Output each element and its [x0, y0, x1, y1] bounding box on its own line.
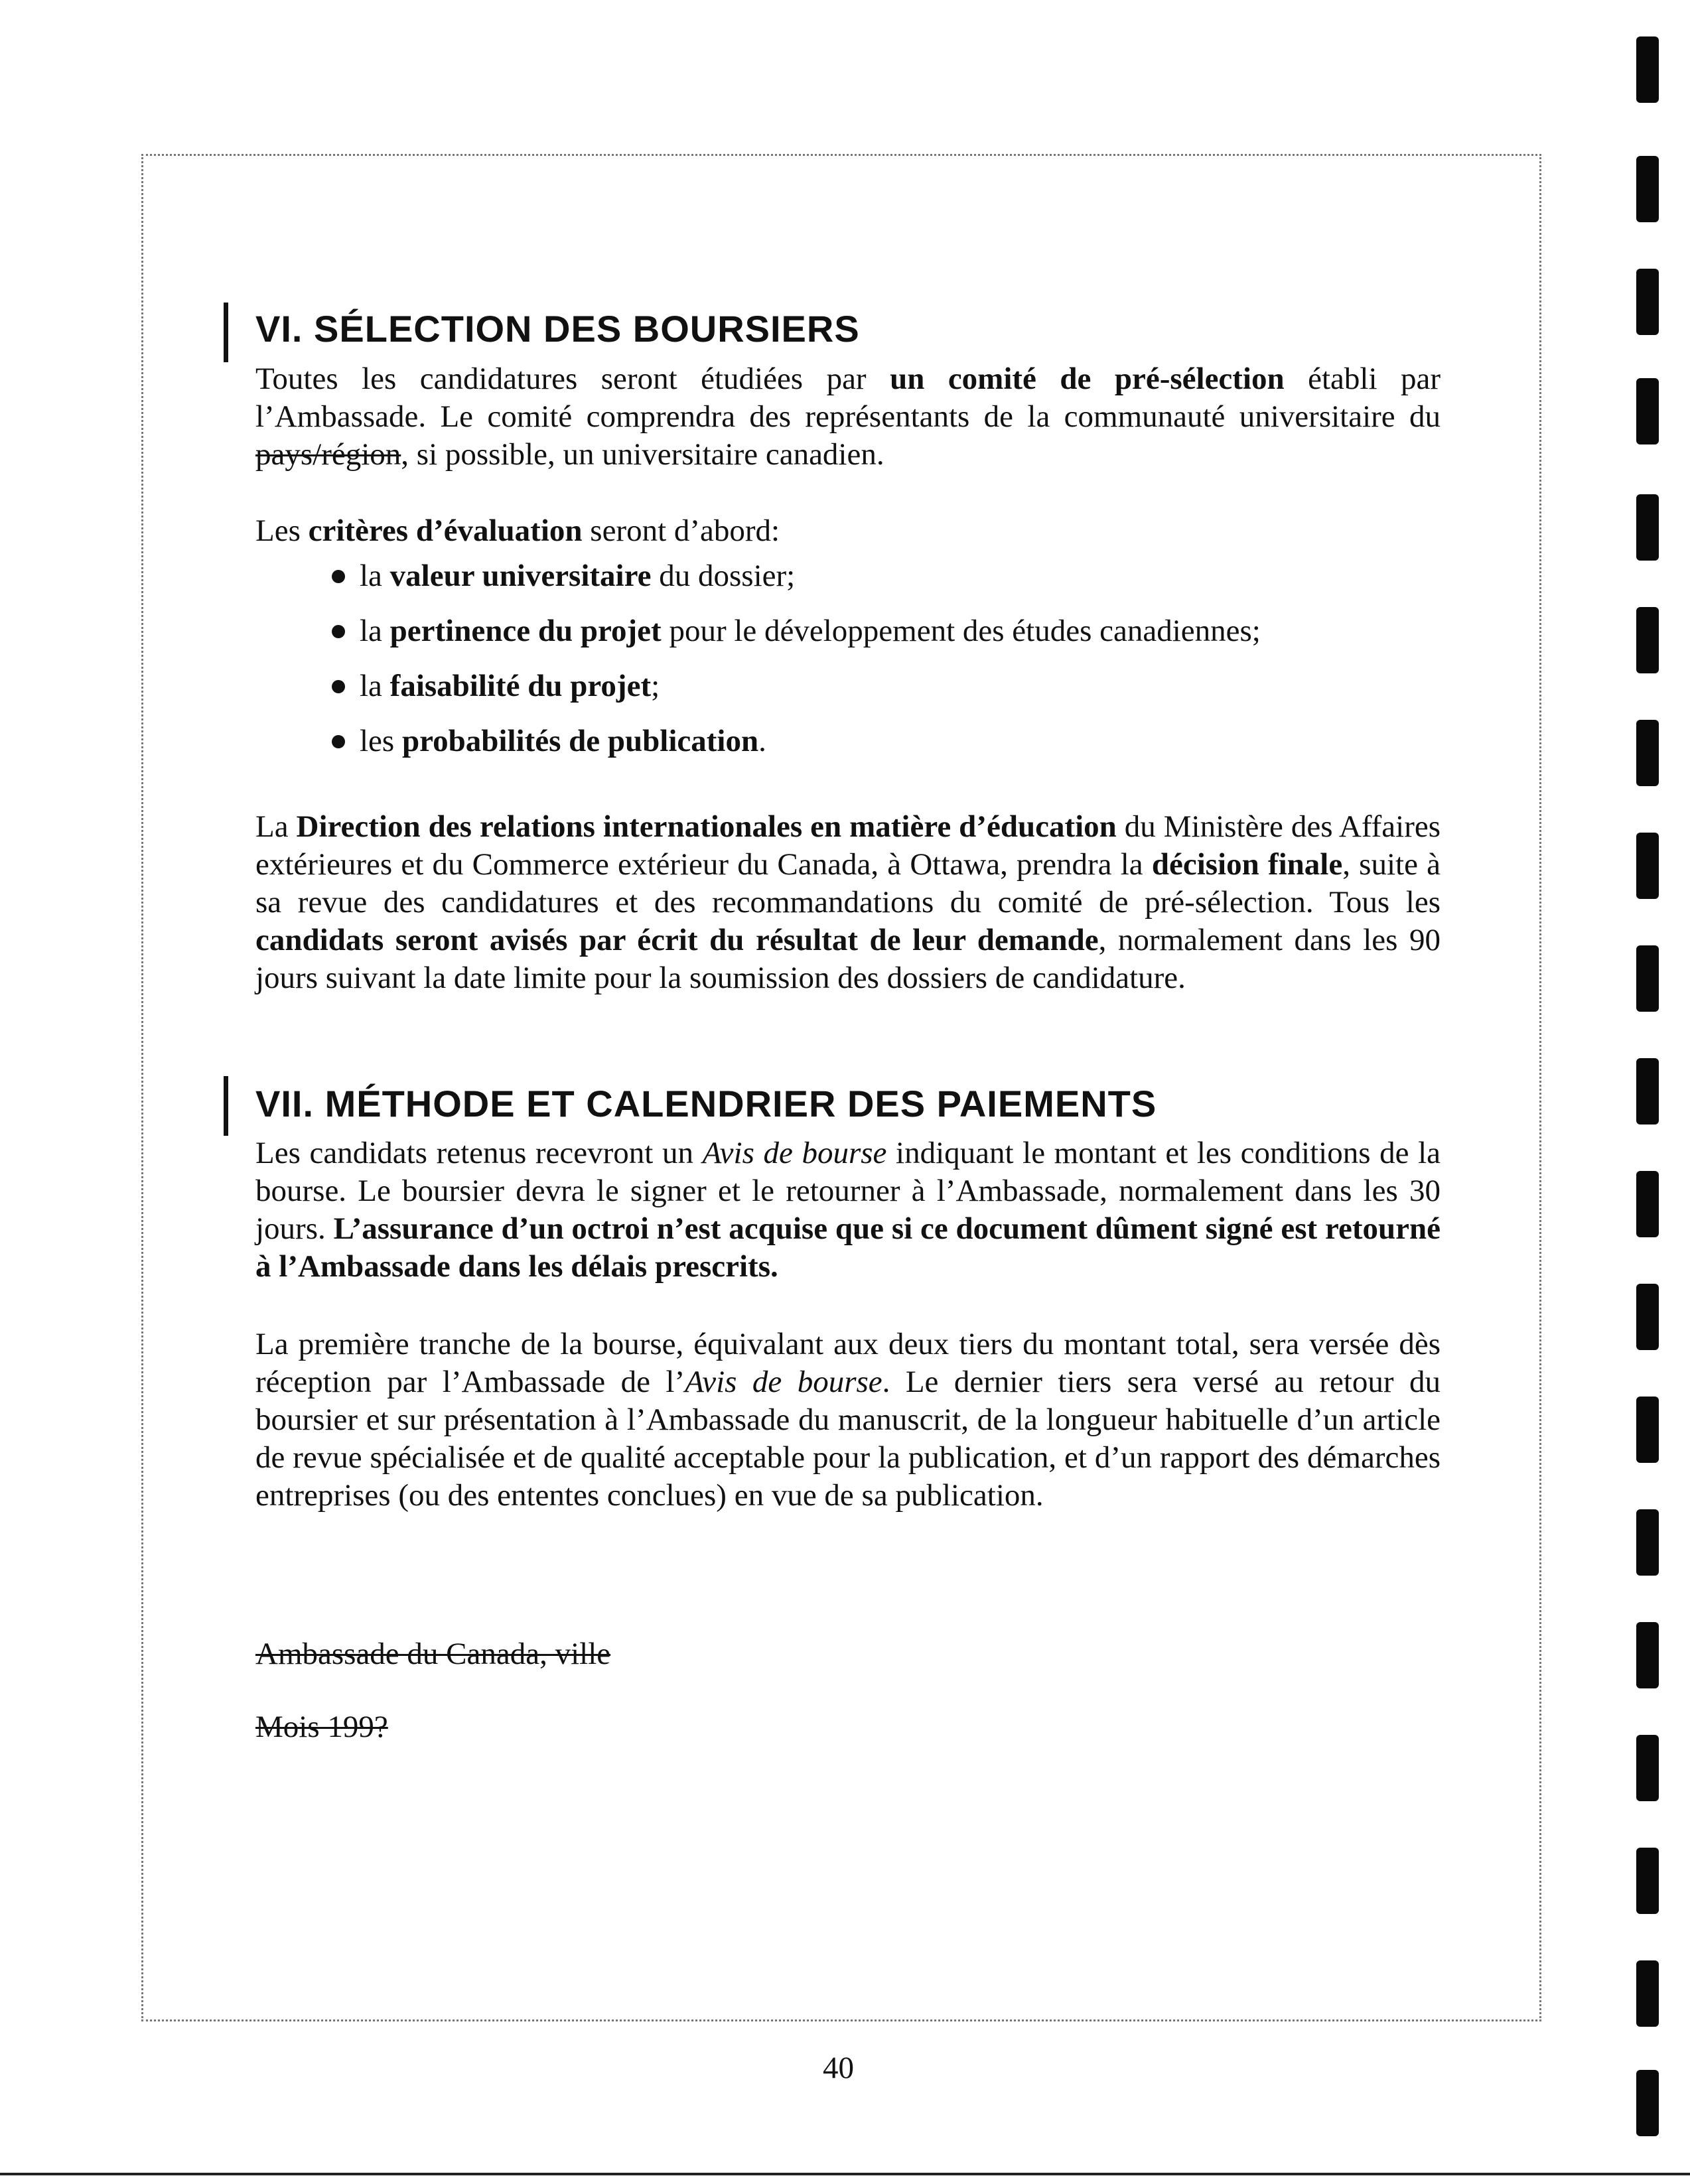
binding-comb	[1636, 945, 1659, 1012]
binding-comb	[1636, 378, 1659, 444]
list-item: la pertinence du projet pour le développement des études canadiennes;	[332, 612, 1261, 650]
binding-comb	[1636, 36, 1659, 103]
embassy-signature: Ambassade du Canada, ville	[255, 1637, 611, 1671]
bullet-icon	[332, 735, 345, 748]
binding-comb	[1636, 269, 1659, 335]
bullet-icon	[332, 625, 345, 638]
binding-comb	[1636, 1622, 1659, 1688]
date-line: Mois 199?	[255, 1710, 388, 1744]
change-bar	[224, 303, 228, 362]
paragraph: Toutes les candidatures seront étudiées par un comité de pré-sélection établi par l’Ambassade. Le comité comprendra des représentants de la communauté universitaire du pays/région, si possible, un universitaire canadien.	[255, 362, 1441, 472]
change-bar	[224, 1076, 228, 1136]
paragraph: La Direction des relations internationales en matière d’éducation du Ministère des Affaires extérieures et du Commerce extérieur du Canada, à Ottawa, prendra la décision finale, suite à sa revue des candidatures et des recommandations du comité de pré-sélection. Tous les candidats seront avisés par écrit du résultat de leur demande, normalement dans les 90 jours suivant la date limite pour la soumission des dossiers de candidature.	[255, 809, 1441, 995]
binding-comb	[1636, 2070, 1659, 2136]
list-item: les probabilités de publication.	[332, 722, 766, 760]
binding-comb	[1636, 833, 1659, 899]
section-heading: VII. MÉTHODE ET CALENDRIER DES PAIEMENTS	[255, 1083, 1157, 1125]
binding-comb	[1636, 1284, 1659, 1350]
binding-comb	[1636, 156, 1659, 222]
binding-comb	[1636, 1960, 1659, 2027]
section-heading: VI. SÉLECTION DES BOURSIERS	[255, 308, 860, 350]
list-item: la valeur universitaire du dossier;	[332, 557, 795, 595]
struck-text: pays/région	[255, 437, 401, 472]
binding-comb	[1636, 720, 1659, 786]
binding-comb	[1636, 1058, 1659, 1125]
page-number: 40	[823, 2051, 854, 2085]
binding-comb	[1636, 1397, 1659, 1463]
binding-comb	[1636, 494, 1659, 561]
scan-edge	[0, 2173, 1690, 2175]
binding-comb	[1636, 607, 1659, 673]
list-item: la faisabilité du projet;	[332, 667, 660, 705]
binding-comb	[1636, 1848, 1659, 1914]
paragraph: Les candidats retenus recevront un Avis de bourse indiquant le montant et les conditions de la bourse. Le boursier devra le signer et le retourner à l’Ambassade, normalement dans les 30 jours. L’assurance d’un octroi n’est acquise que si ce document dûment signé est retourné à l’Ambassade dans les délais prescrits.	[255, 1136, 1441, 1284]
bullet-icon	[332, 680, 345, 693]
binding-comb	[1636, 1509, 1659, 1576]
paragraph: Les critères d’évaluation seront d’abord:	[255, 513, 780, 548]
bullet-icon	[332, 570, 345, 583]
binding-comb	[1636, 1171, 1659, 1237]
binding-comb	[1636, 1735, 1659, 1801]
paragraph: La première tranche de la bourse, équivalant aux deux tiers du montant total, sera versée dès réception par l’Ambassade de l’Avis de bourse. Le dernier tiers sera versé au retour du boursier et sur présentation à l’Ambassade du manuscrit, de la longueur habituelle d’un article de revue spécialisée et de qualité acceptable pour la publication, et d’un rapport des démarches entreprises (ou des ententes conclues) en vue de sa publication.	[255, 1327, 1441, 1513]
